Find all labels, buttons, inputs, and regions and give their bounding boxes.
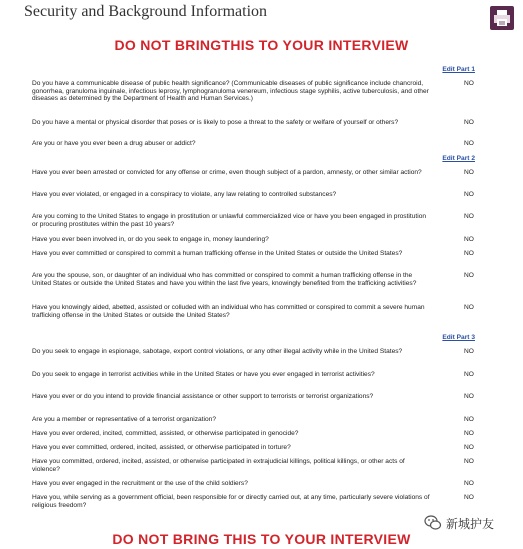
wechat-logo-icon: [424, 514, 442, 532]
answer-value: NO: [464, 416, 474, 423]
answer-value: NO: [464, 348, 474, 355]
question-text: Are you or have you ever been a drug abuser or addict?: [32, 140, 196, 147]
answer-value: NO: [464, 480, 474, 487]
answer-value: NO: [464, 140, 474, 147]
answer-value: NO: [464, 430, 474, 437]
question-text: Are you a member or representative of a terrorist organization?: [32, 416, 216, 423]
edit-part-1-link[interactable]: Edit Part 1: [442, 66, 475, 73]
answer-value: NO: [464, 236, 474, 243]
page-title: Security and Background Information: [24, 3, 268, 20]
answer-value: NO: [464, 119, 474, 126]
edit-part-3-link[interactable]: Edit Part 3: [442, 334, 475, 341]
question-text: Have you committed, ordered, incited, assisted, or otherwise participated in extrajudicial killings, political killings, or other acts of violence?: [32, 458, 405, 473]
question-text: Have you ever violated, or engaged in a conspiracy to violate, any law relating to controlled substances?: [32, 191, 337, 198]
watermark-text: 新城护友: [446, 516, 495, 531]
answer-value: NO: [464, 169, 474, 176]
question-text: Have you ever ordered, incited, committed, assisted, or otherwise participated in genocide?: [32, 430, 299, 437]
answer-value: NO: [464, 213, 474, 220]
edit-part-2-link[interactable]: Edit Part 2: [442, 155, 475, 162]
question-text: Have you ever committed or conspired to commit a human trafficking offense in the United States or outside the United States?: [32, 250, 403, 257]
answer-value: NO: [464, 458, 474, 465]
warning-banner-top: DO NOT BRINGTHIS TO YOUR INTERVIEW: [114, 37, 409, 53]
question-text: Are you coming to the United States to engage in prostitution or unlawful commercialized vice or have you been engaged in prostitution or procuring prostitutes within the past 10 years?: [32, 213, 427, 228]
printer-icon[interactable]: [490, 6, 514, 30]
warning-banner-bottom: DO NOT BRING THIS TO YOUR INTERVIEW: [112, 531, 411, 547]
question-text: Have you ever engaged in the recruitment or the use of the child soldiers?: [32, 480, 248, 487]
question-text: Do you have a communicable disease of public health significance? (Communicable diseases of public significance include chancroid, gonorrhea, granuloma inguinale, infectious leprosy, lymphogranuloma venereum, infectious stage syphilis, active tuberculosis, and other diseases as determined by the Department of Health and Human Services.): [32, 80, 429, 103]
question-text: Have you ever been involved in, or do you seek to engage in, money laundering?: [32, 236, 269, 243]
answer-value: NO: [464, 444, 474, 451]
answer-value: NO: [464, 494, 474, 501]
question-text: Have you ever been arrested or convicted for any offense or crime, even though subject of a pardon, amnesty, or other similar action?: [32, 169, 422, 176]
answer-value: NO: [464, 393, 474, 400]
question-text: Have you knowingly aided, abetted, assisted or colluded with an individual who has committed or conspired to commit a severe human trafficking offense in the United States or outside the United States?: [32, 304, 425, 319]
watermark: [424, 514, 494, 532]
question-text: Have you ever committed, ordered, incited, assisted, or otherwise participated in torture?: [32, 444, 291, 451]
answer-value: NO: [464, 80, 474, 87]
question-text: Have you ever or do you intend to provide financial assistance or other support to terrorists or terrorist organizations?: [32, 393, 374, 400]
answer-value: NO: [464, 371, 474, 378]
answer-value: NO: [464, 250, 474, 257]
question-text: Are you the spouse, son, or daughter of an individual who has committed or conspired to commit a human trafficking offense in the United States or outside the United States and have you within the last five years, knowingly benefited from the trafficking activities?: [32, 272, 417, 287]
question-text: Do you have a mental or physical disorder that poses or is likely to pose a threat to the safety or welfare of yourself or others?: [32, 119, 399, 126]
answer-value: NO: [464, 304, 474, 311]
question-text: Do you seek to engage in espionage, sabotage, export control violations, or any other illegal activity while in the United States?: [32, 348, 403, 355]
answer-value: NO: [464, 191, 474, 198]
question-text: Do you seek to engage in terrorist activities while in the United States or have you ever engaged in terrorist activities?: [32, 371, 375, 378]
question-text: Have you, while serving as a government official, been responsible for or directly carried out, at any time, particularly severe violations of religious freedom?: [32, 494, 430, 509]
answer-value: NO: [464, 272, 474, 279]
